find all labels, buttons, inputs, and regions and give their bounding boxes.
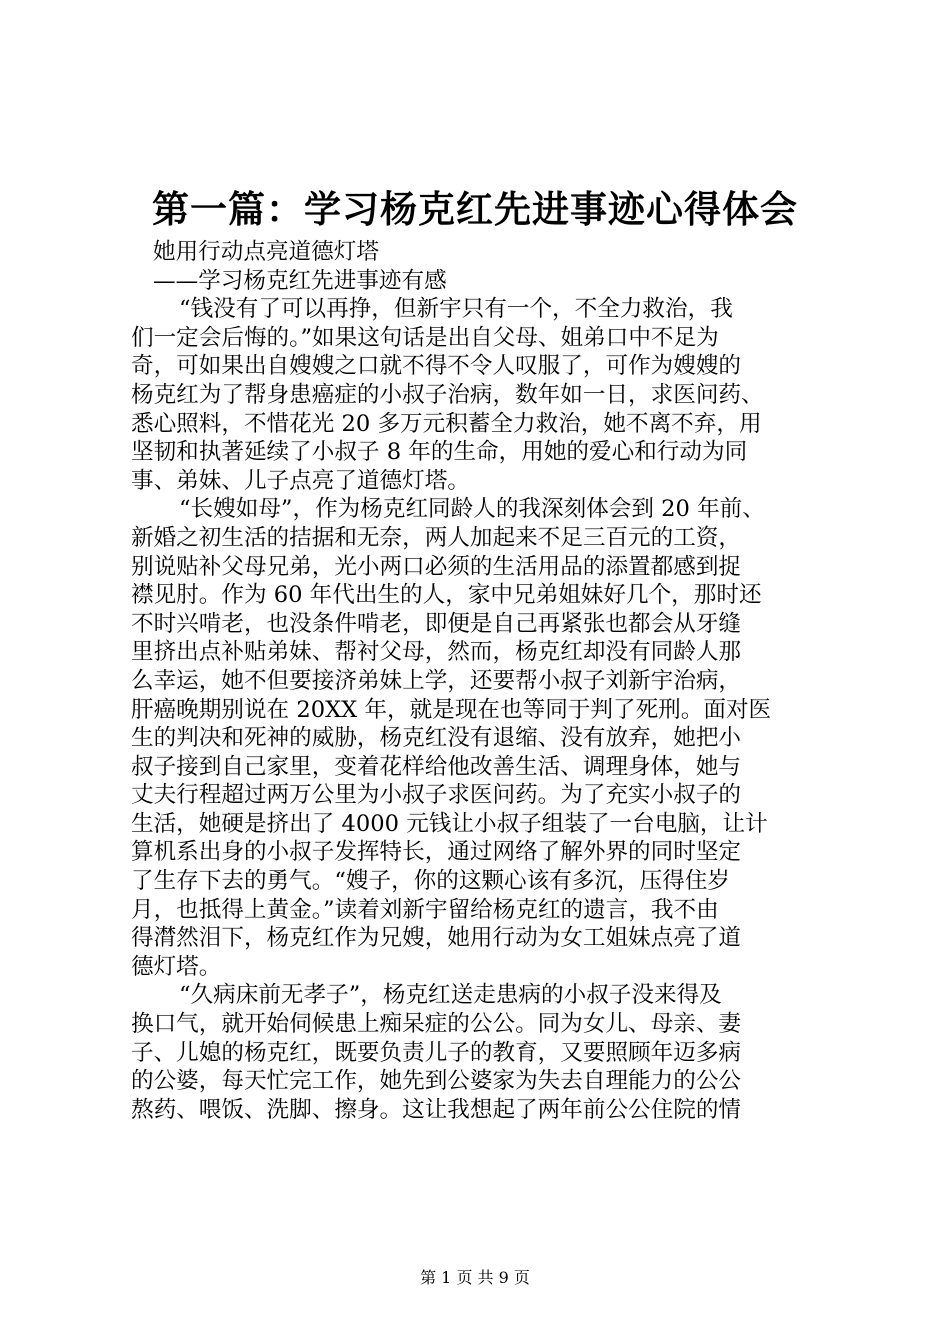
paragraph-line: 杨克红为了帮身患癌症的小叔子治病，数年如一日，求医问药、 xyxy=(131,381,764,408)
paragraph-line: 坚韧和执著延续了小叔子 8 年的生命，用她的爱心和行动为同 xyxy=(131,439,748,466)
paragraph-line: “长嫂如母”，作为杨克红同龄人的我深刻体会到 20 年前、 xyxy=(179,496,765,523)
subtitle-line: 她用行动点亮道德灯塔 xyxy=(153,239,379,265)
paragraph-line: 事、弟妹、儿子点亮了道德灯塔。 xyxy=(131,467,470,494)
paragraph-line: 熬药、喂饭、洗脚、擦身。这让我想起了两年前公公住院的情 xyxy=(131,1096,742,1123)
paragraph-line: “久病床前无孝子”，杨克红送走患病的小叔子没来得及 xyxy=(179,982,722,1009)
document-body xyxy=(131,238,827,1124)
paragraph-line: 算机系出身的小叔子发挥特长，通过网络了解外界的同时坚定 xyxy=(131,839,742,866)
paragraph-line: 里挤出点补贴弟妹、帮衬父母，然而，杨克红却没有同龄人那 xyxy=(131,639,742,666)
paragraph-line: 月，也抵得上黄金。”读着刘新宇留给杨克红的遗言，我不由 xyxy=(131,896,719,923)
paragraph-line: 得潸然泪下，杨克红作为兄嫂，她用行动为女工姐妹点亮了道 xyxy=(131,925,742,952)
paragraph-line: 们一定会后悔的。”如果这句话是出自父母、姐弟口中不足为 xyxy=(131,324,719,351)
document-title: 第一篇：学习杨克红先进事迹心得体会 xyxy=(152,188,798,231)
paragraph-line: “钱没有了可以再挣，但新宇只有一个，不全力救治，我 xyxy=(179,296,733,323)
paragraph-line: 肝癌晚期别说在 20XX 年，就是现在也等同于判了死刑。面对医 xyxy=(131,696,772,723)
paragraph-line: 不时兴啃老，也没条件啃老，即便是自己再紧张也都会从牙缝 xyxy=(131,610,742,637)
paragraph-line: 了生存下去的勇气。“嫂子，你的这颗心该有多沉，压得住岁 xyxy=(131,868,730,895)
page-footer: 第 1 页 共 9 页 xyxy=(420,1268,530,1287)
paragraph-line: 德灯塔。 xyxy=(131,953,222,980)
paragraph-line: 生的判决和死神的威胁，杨克红没有退缩、没有放弃，她把小 xyxy=(131,725,742,752)
paragraph-line: 子、儿媳的杨克红，既要负责儿子的教育，又要照顾年迈多病 xyxy=(131,1039,742,1066)
paragraph-line: 襟见肘。作为 60 年代出生的人，家中兄弟姐妹好几个，那时还 xyxy=(131,582,762,609)
paragraph-line: 别说贴补父母兄弟，光小两口必须的生活用品的添置都感到捉 xyxy=(131,553,742,580)
paragraph-line: 悉心照料，不惜花光 20 多万元积蓄全力救治，她不离不弃，用 xyxy=(131,410,762,437)
subtitle-line: ——学习杨克红先进事迹有感 xyxy=(153,267,447,294)
paragraph-line: 新婚之初生活的拮据和无奈，两人加起来不足三百元的工资， xyxy=(131,524,742,551)
paragraph-line: 丈夫行程超过两万公里为小叔子求医问药。为了充实小叔子的 xyxy=(131,782,742,809)
paragraph-line: 换口气，就开始伺候患上痴呆症的公公。同为女儿、母亲、妻 xyxy=(131,1011,742,1038)
paragraph-line: 叔子接到自己家里，变着花样给他改善生活、调理身体，她与 xyxy=(131,753,742,780)
paragraph-line: 奇，可如果出自嫂嫂之口就不得不令人叹服了，可作为嫂嫂的 xyxy=(131,353,742,380)
paragraph-line: 生活，她硬是挤出了 4000 元钱让小叔子组装了一台电脑，让计 xyxy=(131,810,768,837)
paragraph-line: 的公婆，每天忙完工作，她先到公婆家为失去自理能力的公公 xyxy=(131,1068,742,1095)
paragraph-line: 么幸运，她不但要接济弟妹上学，还要帮小叔子刘新宇治病， xyxy=(131,667,742,694)
